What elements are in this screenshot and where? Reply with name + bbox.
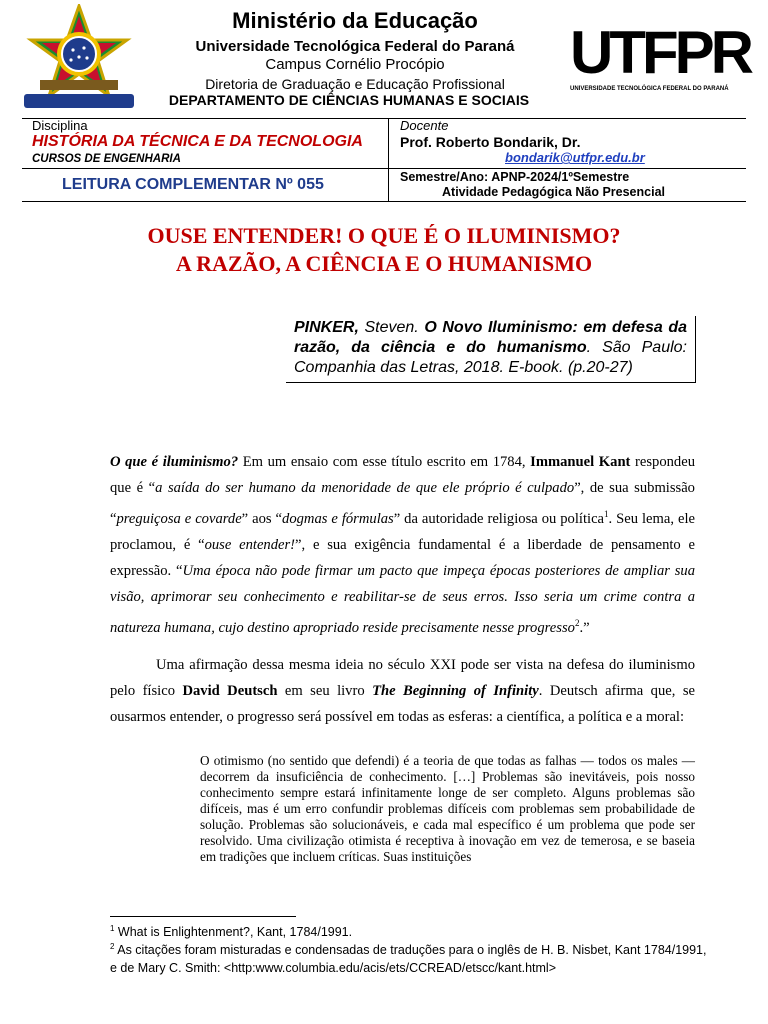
p1-text-7: ”, e sua exigência fundamental é a liberdade de pensamento e expressão. “ [110, 536, 695, 579]
p1-italic-3: dogmas e fórmulas [282, 510, 394, 527]
p2-book: The Beginning of Infinity [372, 683, 539, 699]
utfpr-logo-mark: UTFPR [570, 19, 750, 86]
p1-text-1: Em um ensaio com esse título escrito em 1784, [238, 454, 531, 470]
utfpr-logo [570, 19, 760, 94]
title-line-2: A RAZÃO, A CIÊNCIA E O HUMANISMO [175, 251, 593, 276]
semester-info: Semestre/Ano: APNP-2024/1ºSemestre [400, 170, 630, 184]
paragraph-1 [110, 449, 695, 641]
footnote-2-text: As citações foram misturadas e condensadas de traduções para o inglês de H. B. Nisbet, Kant 1784/1991, e de Mary C. Smith: <http:www.columbia.edu/acis/ets/CCREAD/etscc/kant.html> [110, 943, 707, 976]
p1-text-6: . Seu lema, ele proclamou, é “ [110, 510, 695, 553]
divider-vertical [388, 118, 389, 201]
paragraph-2 [110, 652, 695, 730]
p2-text-2: em seu livro [277, 683, 373, 699]
p1-kant: Immanuel Kant [530, 454, 631, 470]
reference-box [286, 316, 696, 383]
p1-text-8: .” [579, 619, 590, 636]
university-name: Universidade Tecnológica Federal do Paraná [195, 38, 515, 55]
p2-text-1: Uma afirmação dessa mesma ideia no século XXI pode ser vista na defesa do iluminismo pelo físico [110, 657, 695, 699]
title-line-1: OUSE ENTENDER! O QUE É O ILUMINISMO? [147, 223, 621, 248]
p2-deutsch: David Deutsch [182, 683, 278, 699]
p1-italic-5: Uma época não pode firmar um pacto que impeça épocas posteriores de ampliar sua visão, aprimorar seu conhecimento e reabilitar-se de seus erros. Isso seria um crime contra a natureza humana, cujo destino apropriado reside precisamente nesse progresso [110, 562, 695, 636]
activity-info: Atividade Pedagógica Não Presencial [442, 185, 665, 199]
footnote-ref-1[interactable]: 1 [604, 509, 609, 519]
footnote-2-number: 2 [110, 942, 115, 951]
discipline-name: HISTÓRIA DA TÉCNICA E DA TECNOLOGIA [32, 133, 363, 150]
footnote-1-text: What is Enlightenment?, Kant, 1784/1991. [114, 925, 353, 940]
campus-name: Campus Cornélio Procópio [265, 56, 445, 73]
teacher-email-link[interactable]: bondarik@utfpr.edu.br [505, 150, 645, 165]
divider-bottom [22, 201, 746, 202]
p1-text-3: ”, de sua submissão “ [110, 480, 695, 527]
footnote-separator [110, 916, 296, 917]
utfpr-logo-caption: UNIVERSIDADE TECNOLÓGICA FEDERAL DO PARANÁ [570, 86, 729, 92]
p1-italic-4: ouse entender! [204, 536, 296, 553]
p1-italic-2: preguiçosa e covarde [116, 510, 242, 527]
ref-book-title: O Novo Iluminismo: em defesa da razão, da ciência e do humanismo [294, 319, 687, 356]
p1-italic-1: a saída do ser humano da menoridade de que ele próprio é culpado [155, 480, 575, 496]
ref-author: PINKER, [294, 319, 359, 336]
reading-label: LEITURA COMPLEMENTAR Nº 055 [62, 176, 324, 193]
brazil-coat-of-arms-icon [10, 4, 148, 116]
department-name: DEPARTAMENTO DE CIÊNCIAS HUMANAS E SOCIAIS [168, 92, 530, 108]
courses-name: CURSOS DE ENGENHARIA [32, 153, 181, 165]
ref-details: . São Paulo: Companhia das Letras, 2018. E-book. (p.20-27) [294, 339, 687, 376]
ref-first-name: Steven. [358, 319, 425, 336]
teacher-label: Docente [400, 118, 449, 133]
document-title [60, 222, 708, 278]
directorate-name: Diretoria de Graduação e Educação Profissional [205, 76, 505, 92]
p2-text-3: . Deutsch afirma que, se ousarmos entender, o progresso será possível em todas as esferas: a científica, a política e a moral: [110, 683, 695, 725]
p1-text-2: respondeu que é “ [110, 454, 695, 496]
ministry-title: Ministério da Educação [232, 8, 478, 33]
p1-question: O que é iluminismo? [110, 454, 239, 470]
block-quote: O otimismo (no sentido que defendi) é a teoria de que todas as falhas — todos os males — decorrem da insuficiência de conhecimento. […] Problemas são inevitáveis, pois nosso conhecimento sempre estará infinitamente longe de ser completo. Alguns problemas são difíceis, mas é um erro confundir problemas difíceis com problemas sem probabilidade de solução. Problemas são solucionáveis, e cada mal específico é um problema que pode ser resolvido. Uma civilização otimista é receptiva à inovação em vez de temerosa, e se baseia em tradições que incluem críticas. Suas instituições [200, 753, 695, 864]
divider-mid [22, 168, 746, 169]
p1-text-4: ” aos “ [241, 510, 283, 527]
p1-text-5: ” da autoridade religiosa ou política [393, 510, 605, 527]
divider-top [22, 118, 746, 119]
footnote-1-number: 1 [110, 924, 115, 933]
footnote-ref-2[interactable]: 2 [574, 617, 580, 628]
footnote-2 [110, 938, 710, 977]
teacher-name: Prof. Roberto Bondarik, Dr. [400, 134, 581, 150]
discipline-label: Disciplina [32, 118, 88, 133]
